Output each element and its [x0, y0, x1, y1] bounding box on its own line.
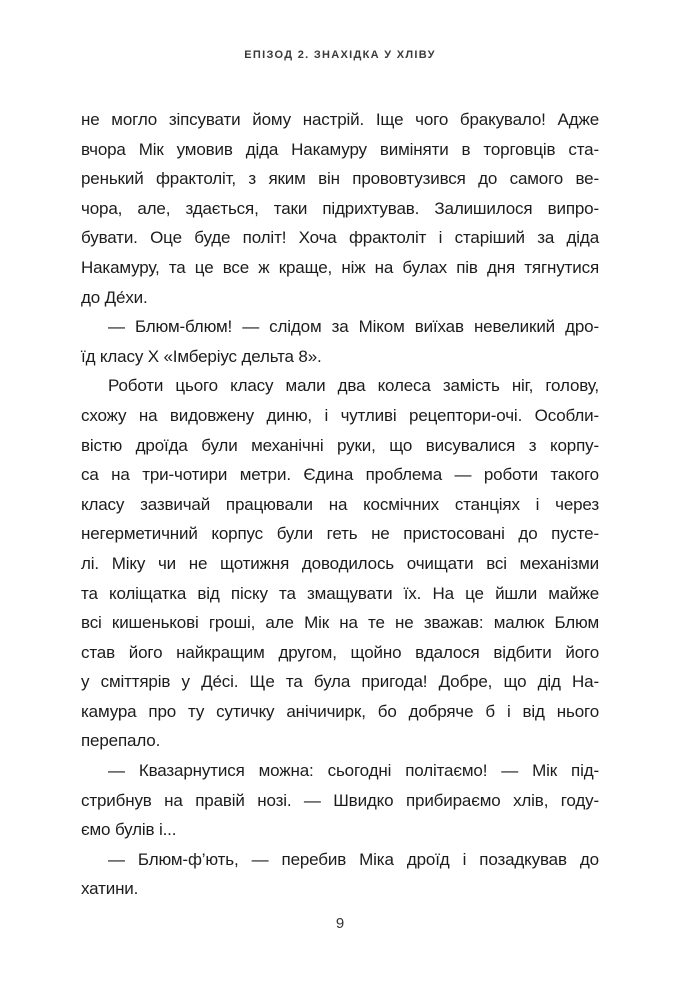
text-line: схожу на видовжену диню, і чутливі рецептори-очі. Особли-	[81, 405, 599, 425]
paragraph	[81, 105, 599, 312]
text-line: до Де́хи.	[81, 287, 148, 307]
text-line: всі кишенькові гроші, але Мік на те не зважав: малюк Блюм	[81, 613, 599, 633]
text-line: перепало.	[81, 731, 161, 751]
text-line: вчора Мік умовив діда Накамуру виміняти в торговців ста-	[81, 139, 599, 159]
text-line: бувати. Оце буде політ! Хоча фрактоліт і старіший за діда	[81, 228, 599, 248]
text-line: не могло зіпсувати йому настрій. Іще чого бракувало! Адже	[81, 110, 599, 129]
text-line: хатини.	[81, 879, 139, 899]
text-line: ємо булів і...	[81, 820, 177, 840]
paragraph	[81, 756, 599, 845]
body-text	[81, 105, 599, 904]
text-line: — Блюм-блюм! — слідом за Міком виїхав невеликий дро-	[108, 317, 599, 337]
text-line: вістю дроїда були механічні руки, що висувалися з корпу-	[81, 435, 599, 455]
text-line: став його найкращим другом, щойно вдалося відбити його	[81, 642, 599, 662]
text-line: чора, але, здається, таки підрихтував. Залишилося випро-	[81, 198, 599, 218]
text-line: та коліщатка від піску та змащувати їх. На це йшли майже	[81, 583, 599, 603]
text-line: камура про ту сутичку анічичирк, бо добряче б і від нього	[81, 701, 599, 721]
text-line: лі. Міку чи не щотижня доводилось очищати всі механізми	[81, 553, 599, 573]
page-number: 9	[335, 915, 345, 932]
paragraph	[81, 845, 599, 904]
text-line: ренький фрактоліт, з яким він прововтузився до самого ве-	[81, 169, 599, 189]
text-line: са на три-чотири метри. Єдина проблема — роботи такого	[81, 465, 599, 485]
paragraph	[81, 312, 599, 371]
text-line: — Квазарнутися можна: сьогодні політаємо! — Мік під-	[108, 761, 599, 781]
text-line: їд класу Х «Імберіус дельта 8».	[81, 346, 322, 366]
text-line: — Блюм-ф’ють, — перебив Міка дроїд і позадкував до	[108, 849, 599, 869]
text-line: у сміттярів у Де́сі. Ще та була пригода! Добре, що дід На-	[81, 672, 599, 692]
running-header: ЕПІЗОД 2. ЗНАХІДКА У ХЛІВУ	[244, 49, 436, 61]
paragraph	[81, 371, 599, 756]
text-line: негерметичний корпус були геть не пристосовані до пусте-	[81, 524, 599, 544]
text-line: Роботи цього класу мали два колеса замість ніг, голову,	[108, 376, 599, 396]
text-line: стрибнув на правій нозі. — Швидко прибираємо хлів, году-	[81, 790, 599, 810]
text-line: Накамуру, та це все ж краще, ніж на булах пів дня тягнутися	[81, 257, 599, 277]
text-line: класу зазвичай працювали на космічних станціях і через	[81, 494, 599, 514]
